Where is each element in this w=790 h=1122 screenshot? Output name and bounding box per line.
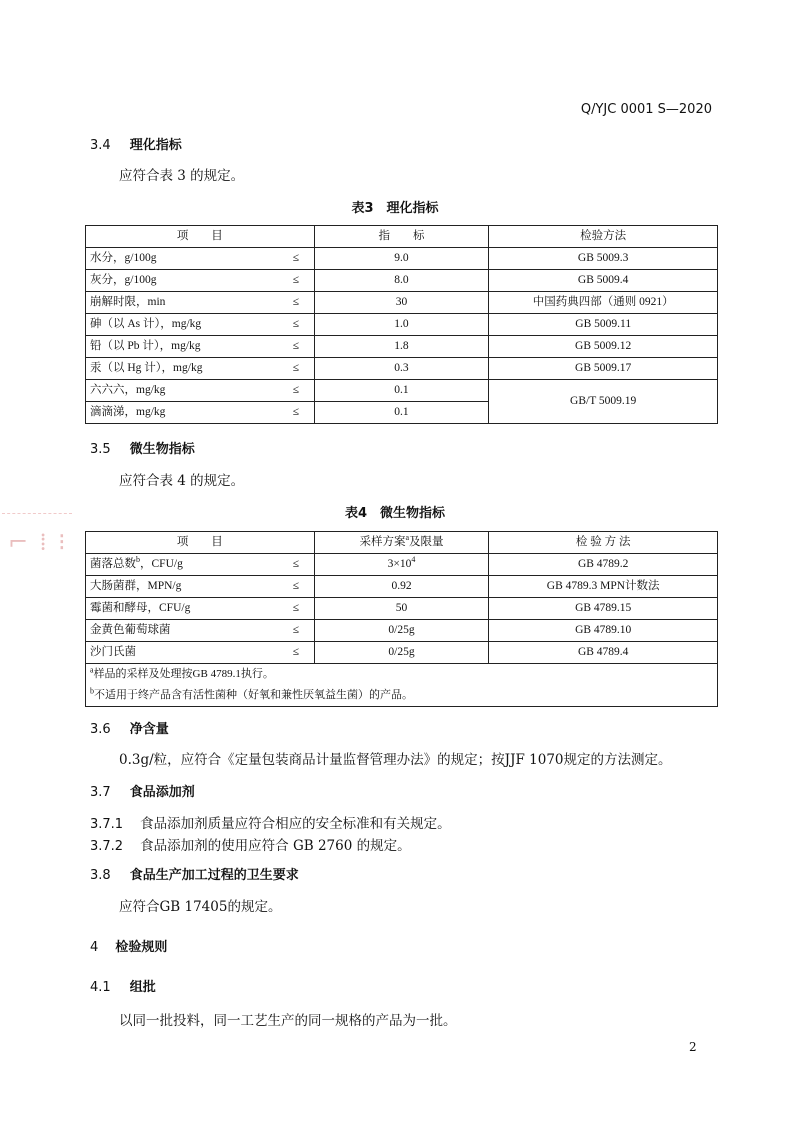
row-operator: ≤ <box>278 292 314 314</box>
table-row <box>86 642 718 664</box>
table-row <box>86 270 718 292</box>
table-row <box>86 292 718 314</box>
row-method: GB 5009.17 <box>489 358 718 380</box>
header-plan <box>314 532 489 554</box>
section-title: 微生物指标 <box>129 442 195 457</box>
clause-number: 3.7.1 <box>90 817 124 832</box>
row-operator: ≤ <box>278 402 314 424</box>
row-value: 1.0 <box>314 314 489 336</box>
section-title: 净含量 <box>129 722 169 737</box>
section-title: 检验规则 <box>115 940 168 955</box>
row-operator: ≤ <box>278 248 314 270</box>
footnote-text: 样品的采样及处理按GB 4789.1执行。 <box>93 668 274 680</box>
table-row <box>86 248 718 270</box>
row-operator: ≤ <box>278 380 314 402</box>
section-title: 食品添加剂 <box>129 785 195 800</box>
row-method: GB 5009.3 <box>489 248 718 270</box>
section-3-8-heading <box>90 864 299 883</box>
row-value: 9.0 <box>314 248 489 270</box>
header-plan-text: 采样方案 <box>359 536 406 548</box>
row-method: GB 4789.4 <box>489 642 718 664</box>
row-value: 8.0 <box>314 270 489 292</box>
section-4-1-heading <box>90 976 156 995</box>
clause-3-7-2 <box>90 834 411 854</box>
row-operator: ≤ <box>278 358 314 380</box>
section-number: 3.8 <box>90 868 111 883</box>
footnote-mark: b <box>90 686 94 696</box>
table4-note-row <box>86 685 718 707</box>
row-item: 汞（以 Hg 计），mg/kg <box>86 358 279 380</box>
row-item: 水分，g/100g <box>86 248 279 270</box>
table-row <box>86 358 718 380</box>
footnote-mark: a <box>405 533 410 543</box>
section-3-4-heading <box>90 134 182 153</box>
table4-caption: 表4 微生物指标 <box>344 506 446 521</box>
table-row <box>86 576 718 598</box>
row-method: GB 4789.10 <box>489 620 718 642</box>
row-value: 0/25g <box>314 620 489 642</box>
header-item: 项 目 <box>86 226 315 248</box>
clause-text: 食品添加剂质量应符合相应的安全标准和有关规定。 <box>140 816 451 832</box>
row-item-tail: ，CFU/g <box>140 558 183 570</box>
section-4-1-text: 以同一批投料，同一工艺生产的同一规格的产品为一批。 <box>119 1013 457 1029</box>
row-item-text: 菌落总数 <box>90 558 136 570</box>
row-value: 30 <box>314 292 489 314</box>
row-method: GB 4789.2 <box>489 554 718 576</box>
row-method-merged: GB/T 5009.19 <box>489 380 718 424</box>
section-number: 3.4 <box>90 138 111 153</box>
clause-number: 3.7.2 <box>90 839 124 854</box>
row-operator: ≤ <box>278 336 314 358</box>
row-value <box>314 554 489 576</box>
row-item: 六六六，mg/kg <box>86 380 279 402</box>
table4 <box>85 531 718 707</box>
row-operator: ≤ <box>278 598 314 620</box>
section-number: 3.6 <box>90 722 111 737</box>
section-3-6-heading <box>90 718 169 737</box>
section-3-5-heading <box>90 438 195 457</box>
exponent: 4 <box>411 555 416 565</box>
footnote-mark: b <box>136 555 140 565</box>
row-item: 沙门氏菌 <box>86 642 279 664</box>
section-3-7-heading <box>90 781 195 800</box>
row-value: 0.92 <box>314 576 489 598</box>
row-item: 金黄色葡萄球菌 <box>86 620 279 642</box>
stamp-remnant: ⌐ ⁞ ⁝ <box>8 528 68 556</box>
row-operator: ≤ <box>278 620 314 642</box>
row-value: 1.8 <box>314 336 489 358</box>
row-operator: ≤ <box>278 554 314 576</box>
row-operator: ≤ <box>278 576 314 598</box>
table-row <box>86 598 718 620</box>
row-item: 砷（以 As 计），mg/kg <box>86 314 279 336</box>
section-number: 4.1 <box>90 980 111 995</box>
section-4-heading <box>90 936 167 955</box>
section-3-8-text: 应符合GB 17405的规定。 <box>119 899 282 915</box>
header-item: 项 目 <box>86 532 315 554</box>
table-row <box>86 620 718 642</box>
row-value: 0.3 <box>314 358 489 380</box>
row-method: GB 5009.12 <box>489 336 718 358</box>
row-item: 滴滴涕，mg/kg <box>86 402 279 424</box>
row-operator: ≤ <box>278 270 314 292</box>
row-item: 霉菌和酵母，CFU/g <box>86 598 279 620</box>
row-item: 灰分，g/100g <box>86 270 279 292</box>
row-value: 50 <box>314 598 489 620</box>
row-method: GB 5009.4 <box>489 270 718 292</box>
table3-header-row <box>86 226 718 248</box>
section-number: 3.5 <box>90 442 111 457</box>
table3-caption: 表3 理化指标 <box>351 201 439 216</box>
section-number: 3.7 <box>90 785 111 800</box>
header-plan-tail: 及限量 <box>409 536 444 548</box>
footnote-mark: a <box>90 665 94 675</box>
row-item: 大肠菌群，MPN/g <box>86 576 279 598</box>
table-row <box>86 554 718 576</box>
row-value: 0/25g <box>314 642 489 664</box>
row-item: 崩解时限，min <box>86 292 279 314</box>
section-title: 组批 <box>129 980 156 995</box>
row-operator: ≤ <box>278 642 314 664</box>
section-3-4-text: 应符合表 3 的规定。 <box>119 168 245 184</box>
footnote-text: 不适用于终产品含有活性菌种（好氧和兼性厌氧益生菌）的产品。 <box>94 689 413 701</box>
header-method: 检 验 方 法 <box>489 532 718 554</box>
table4-header-row <box>86 532 718 554</box>
table-row <box>86 314 718 336</box>
section-title: 理化指标 <box>129 138 182 153</box>
page-number: 2 <box>689 1040 697 1054</box>
table-row <box>86 336 718 358</box>
row-operator: ≤ <box>278 314 314 336</box>
row-value: 0.1 <box>314 402 489 424</box>
header-method: 检验方法 <box>489 226 718 248</box>
footnote <box>86 685 718 707</box>
row-value-text: 3×10 <box>387 558 412 570</box>
header-index: 指 标 <box>314 226 489 248</box>
table-row <box>86 380 718 402</box>
footnote <box>86 664 718 686</box>
row-item <box>86 554 279 576</box>
row-method: 中国药典四部（通则 0921） <box>489 292 718 314</box>
doc-code: Q/YJC 0001 S—2020 <box>580 102 712 117</box>
section-3-5-text: 应符合表 4 的规定。 <box>119 473 245 489</box>
row-method: GB 4789.15 <box>489 598 718 620</box>
clause-text: 食品添加剂的使用应符合 GB 2760 的规定。 <box>140 838 411 854</box>
clause-3-7-1 <box>90 812 451 832</box>
table4-note-row <box>86 664 718 686</box>
row-method: GB 5009.11 <box>489 314 718 336</box>
section-3-6-text: 0.3g/粒，应符合《定量包装商品计量监督管理办法》的规定；按JJF 1070规定的方法测定。 <box>119 752 672 768</box>
table3 <box>85 225 718 424</box>
section-number: 4 <box>90 940 99 955</box>
row-method: GB 4789.3 MPN计数法 <box>489 576 718 598</box>
row-item: 铅（以 Pb 计），mg/kg <box>86 336 279 358</box>
row-value: 0.1 <box>314 380 489 402</box>
section-title: 食品生产加工过程的卫生要求 <box>129 868 299 883</box>
